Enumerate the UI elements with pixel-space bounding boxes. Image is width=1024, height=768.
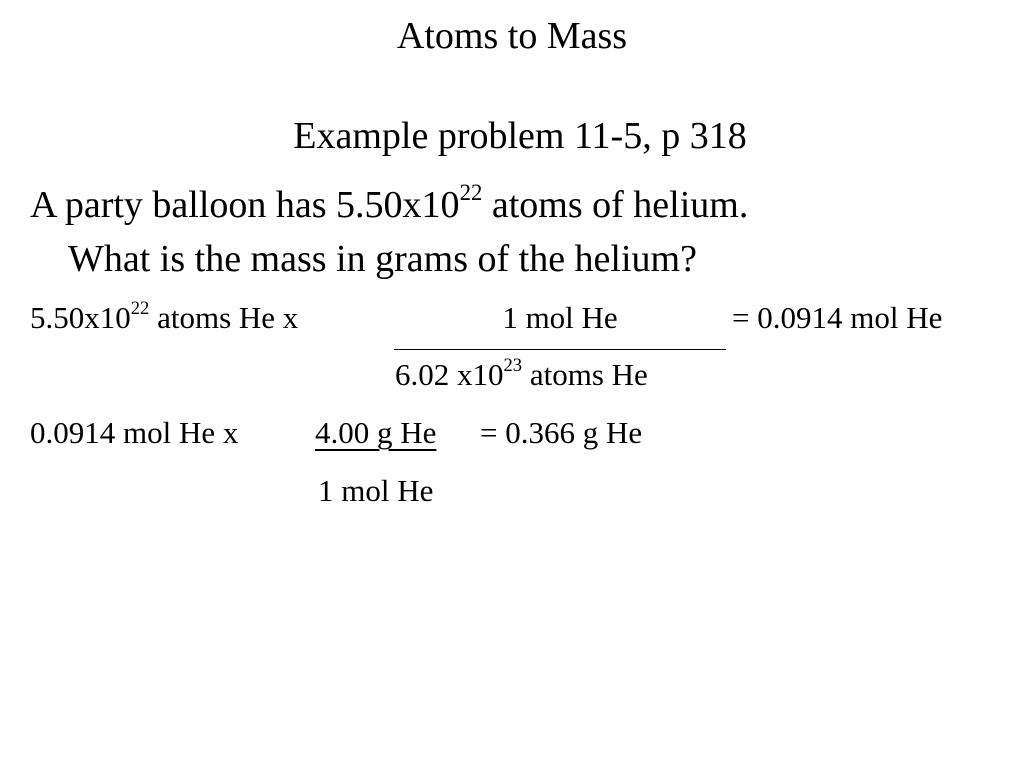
step1-numerator: 1 mol He (502, 300, 618, 335)
step2-result: = 0.366 g He (480, 415, 643, 450)
step1-denominator-base: 6.02 x10 (395, 357, 504, 392)
slide-title: Atoms to Mass (396, 15, 628, 57)
step2-numerator: 4.00 g He (315, 415, 437, 450)
question-exponent: 22 (459, 179, 483, 205)
step1-given-suffix: atoms He x (149, 300, 299, 335)
question-suffix: atoms of helium. (482, 184, 749, 226)
step1-given-exponent: 22 (130, 298, 150, 320)
step1-given (30, 300, 298, 336)
slide-subtitle: Example problem 11-5, p 318 (293, 115, 747, 157)
question-prefix: A party balloon has 5.50x10 (30, 184, 460, 226)
step1-result: = 0.0914 mol He (732, 300, 943, 335)
step1-denominator-suffix: atoms He (522, 357, 648, 392)
step2-given: 0.0914 mol He x (30, 415, 239, 450)
question-line-1 (30, 179, 749, 227)
step1-denominator-exponent: 23 (503, 355, 523, 377)
step1-denominator (395, 357, 648, 393)
step1-fraction-bar (394, 349, 726, 350)
step2-denominator: 1 mol He (318, 473, 434, 508)
step1-given-base: 5.50x10 (30, 300, 131, 335)
question-line-2: What is the mass in grams of the helium? (68, 238, 697, 280)
